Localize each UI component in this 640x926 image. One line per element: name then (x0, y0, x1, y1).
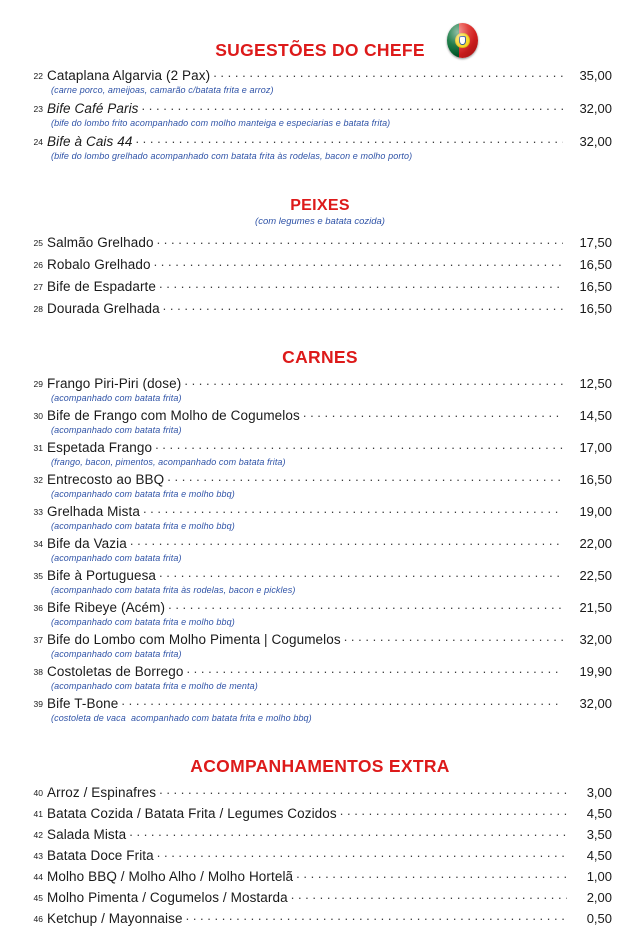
item-price: 22,50 (579, 568, 612, 583)
menu-item-row[interactable] (28, 372, 612, 391)
leader-dots (296, 865, 567, 881)
menu-entry (28, 660, 612, 691)
menu-item-row[interactable] (28, 130, 612, 149)
menu-entry (28, 130, 612, 161)
item-description: (frango, bacon, pimentos, acompanhado com batata frita) (51, 457, 286, 467)
menu-entry (28, 97, 612, 128)
menu-item-row[interactable] (28, 823, 612, 842)
menu-item-row[interactable] (28, 297, 612, 316)
section-header-acompanhamentos (28, 723, 612, 777)
item-price: 19,90 (579, 664, 612, 679)
leader-dots (142, 97, 563, 113)
item-name: Bife da Vazia (47, 536, 127, 551)
item-number: 36 (33, 603, 43, 613)
menu-item-row[interactable] (28, 692, 612, 711)
leader-dots (186, 907, 567, 923)
item-price: 32,00 (579, 632, 612, 647)
menu-entry (28, 692, 612, 723)
item-price: 17,00 (579, 440, 612, 455)
menu-item-row[interactable] (28, 253, 612, 272)
portugal-flag-icon (447, 23, 478, 58)
item-name: Bife Café Paris (47, 101, 139, 116)
item-name: Dourada Grelhada (47, 301, 160, 316)
item-name: Salada Mista (47, 827, 127, 842)
item-number: 44 (33, 872, 43, 882)
item-price: 1,00 (586, 869, 612, 884)
item-name: Batata Doce Frita (47, 848, 154, 863)
item-description: (bife do lombo frito acompanhado com molho manteiga e especiarias e batata frita) (51, 118, 391, 128)
menu-item-row[interactable] (28, 468, 612, 487)
section-title-acompanhamentos: ACOMPANHAMENTOS EXTRA (190, 756, 450, 776)
section-header-sugestoes (28, 0, 612, 61)
item-price: 16,50 (579, 301, 612, 316)
menu-item-row[interactable] (28, 500, 612, 519)
section-acompanhamentos (28, 723, 612, 926)
section-header-carnes (28, 316, 612, 368)
item-name: Salmão Grelhado (47, 235, 154, 250)
menu-item-row[interactable] (28, 564, 612, 583)
item-number: 38 (33, 667, 43, 677)
menu-entry (28, 628, 612, 659)
item-number: 28 (33, 304, 43, 314)
item-price: 12,50 (579, 376, 612, 391)
item-number: 26 (33, 260, 43, 270)
item-name: Frango Piri-Piri (dose) (47, 376, 182, 391)
item-name: Espetada Frango (47, 440, 153, 455)
item-price: 3,00 (586, 785, 612, 800)
leader-dots (135, 130, 563, 146)
item-number: 25 (33, 238, 43, 248)
leader-dots (157, 844, 567, 860)
item-price: 0,50 (586, 911, 612, 926)
item-description: (acompanhado com batata frita e molho bbq) (51, 617, 235, 627)
item-description: (acompanhado com batata frita e molho bbq) (51, 489, 235, 499)
item-name: Bife T-Bone (47, 696, 119, 711)
leader-dots (186, 660, 563, 676)
menu-entry (28, 436, 612, 467)
item-number: 34 (33, 539, 43, 549)
item-price: 2,00 (586, 890, 612, 905)
item-description: (carne porco, ameijoas, camarão c/batata frita e arroz) (51, 85, 274, 95)
item-description: (acompanhado com batata frita) (51, 425, 182, 435)
item-number: 24 (33, 137, 43, 147)
item-price: 32,00 (579, 134, 612, 149)
item-number: 31 (33, 443, 43, 453)
item-description: (acompanhado com batata frita e molho bbq) (51, 521, 235, 531)
item-name: Molho BBQ / Molho Alho / Molho Hortelã (47, 869, 294, 884)
item-number: 37 (33, 635, 43, 645)
menu-item-row[interactable] (28, 660, 612, 679)
leader-dots (344, 628, 563, 644)
item-name: Robalo Grelhado (47, 257, 151, 272)
item-description: (acompanhado com batata frita) (51, 393, 182, 403)
leader-dots (163, 297, 563, 313)
flag-shield-emblem (455, 33, 469, 48)
menu-item-row[interactable] (28, 275, 612, 294)
item-number: 29 (33, 379, 43, 389)
leader-dots (184, 372, 563, 388)
item-number: 23 (33, 104, 43, 114)
item-name: Bife Ribeye (Acém) (47, 600, 166, 615)
menu-item-row[interactable] (28, 436, 612, 455)
leader-dots (143, 500, 563, 516)
menu-item-row[interactable] (28, 64, 612, 83)
item-price: 32,00 (579, 696, 612, 711)
item-price: 3,50 (586, 827, 612, 842)
item-number: 42 (33, 830, 43, 840)
leader-dots (291, 886, 567, 902)
item-name: Grelhada Mista (47, 504, 140, 519)
menu-entry (28, 372, 612, 403)
section-title-sugestoes: SUGESTÕES DO CHEFE (215, 40, 425, 60)
item-price: 21,50 (579, 600, 612, 615)
leader-dots (340, 802, 567, 818)
item-number: 43 (33, 851, 43, 861)
section-header-peixes (28, 161, 612, 227)
item-name: Bife de Espadarte (47, 279, 157, 294)
menu-item-row[interactable] (28, 596, 612, 615)
leader-dots (154, 253, 563, 269)
item-price: 32,00 (579, 101, 612, 116)
item-number: 33 (33, 507, 43, 517)
item-price: 17,50 (579, 235, 612, 250)
item-number: 46 (33, 914, 43, 924)
menu-item-row[interactable] (28, 404, 612, 423)
item-number: 41 (33, 809, 43, 819)
item-description: (acompanhado com batata frita) (51, 649, 182, 659)
item-list-peixes (28, 231, 612, 316)
item-name: Ketchup / Mayonnaise (47, 911, 183, 926)
leader-dots (159, 275, 563, 291)
item-price: 16,50 (579, 257, 612, 272)
item-description: (costoleta de vaca acompanhado com batata frita e molho bbq) (51, 713, 312, 723)
item-name: Bife do Lombo com Molho Pimenta | Cogumelos (47, 632, 341, 647)
section-title-peixes: PEIXES (290, 197, 350, 214)
menu-item-row[interactable] (28, 97, 612, 116)
item-name: Arroz / Espinafres (47, 785, 157, 800)
item-price: 16,50 (579, 472, 612, 487)
item-description: (acompanhado com batata frita) (51, 553, 182, 563)
item-description: (acompanhado com batata frita às rodelas, bacon e pickles) (51, 585, 296, 595)
item-name: Molho Pimenta / Cogumelos / Mostarda (47, 890, 288, 905)
item-number: 35 (33, 571, 43, 581)
item-list-carnes (28, 372, 612, 723)
item-list-acompanhamentos (28, 781, 612, 926)
section-title-carnes: CARNES (282, 347, 358, 367)
item-description: (acompanhado com batata frita e molho de menta) (51, 681, 258, 691)
item-name: Cataplana Algarvia (2 Pax) (47, 68, 211, 83)
leader-dots (155, 436, 563, 452)
menu-entry (28, 500, 612, 531)
menu-item-row[interactable] (28, 532, 612, 551)
menu-item-row[interactable] (28, 907, 612, 926)
leader-dots (159, 781, 567, 797)
item-number: 32 (33, 475, 43, 485)
item-number: 39 (33, 699, 43, 709)
item-price: 35,00 (579, 68, 612, 83)
menu-item-row[interactable] (28, 231, 612, 250)
item-price: 16,50 (579, 279, 612, 294)
item-list-sugestoes (28, 64, 612, 161)
leader-dots (121, 692, 563, 708)
item-name: Costoletas de Borrego (47, 664, 184, 679)
leader-dots (130, 532, 563, 548)
leader-dots (157, 231, 563, 247)
leader-dots (168, 596, 563, 612)
menu-item-row[interactable] (28, 865, 612, 884)
leader-dots (213, 64, 563, 80)
leader-dots (303, 404, 563, 420)
item-number: 27 (33, 282, 43, 292)
item-price: 4,50 (586, 848, 612, 863)
menu-entry (28, 404, 612, 435)
item-number: 45 (33, 893, 43, 903)
section-peixes (28, 161, 612, 316)
item-price: 19,00 (579, 504, 612, 519)
section-sugestoes (28, 0, 612, 161)
item-name: Bife à Portuguesa (47, 568, 157, 583)
item-name: Batata Cozida / Batata Frita / Legumes Cozidos (47, 806, 337, 821)
menu-entry (28, 596, 612, 627)
item-number: 30 (33, 411, 43, 421)
item-name: Entrecosto ao BBQ (47, 472, 165, 487)
item-name: Bife à Cais 44 (47, 134, 133, 149)
section-subtitle-peixes: (com legumes e batata cozida) (255, 216, 385, 227)
menu-item-row[interactable] (28, 781, 612, 800)
item-name: Bife de Frango com Molho de Cogumelos (47, 408, 300, 423)
leader-dots (167, 468, 563, 484)
menu-entry (28, 468, 612, 499)
menu-item-row[interactable] (28, 844, 612, 863)
item-price: 14,50 (579, 408, 612, 423)
item-number: 22 (33, 71, 43, 81)
leader-dots (129, 823, 567, 839)
item-description: (bife do lombo grelhado acompanhado com batata frita às rodelas, bacon e molho porto) (51, 151, 413, 161)
menu-entry (28, 564, 612, 595)
section-carnes (28, 316, 612, 723)
menu-item-row[interactable] (28, 886, 612, 905)
item-price: 22,00 (579, 536, 612, 551)
item-number: 40 (33, 788, 43, 798)
leader-dots (159, 564, 563, 580)
menu-entry (28, 64, 612, 95)
menu-entry (28, 532, 612, 563)
menu-item-row[interactable] (28, 628, 612, 647)
menu-item-row[interactable] (28, 802, 612, 821)
item-price: 4,50 (586, 806, 612, 821)
